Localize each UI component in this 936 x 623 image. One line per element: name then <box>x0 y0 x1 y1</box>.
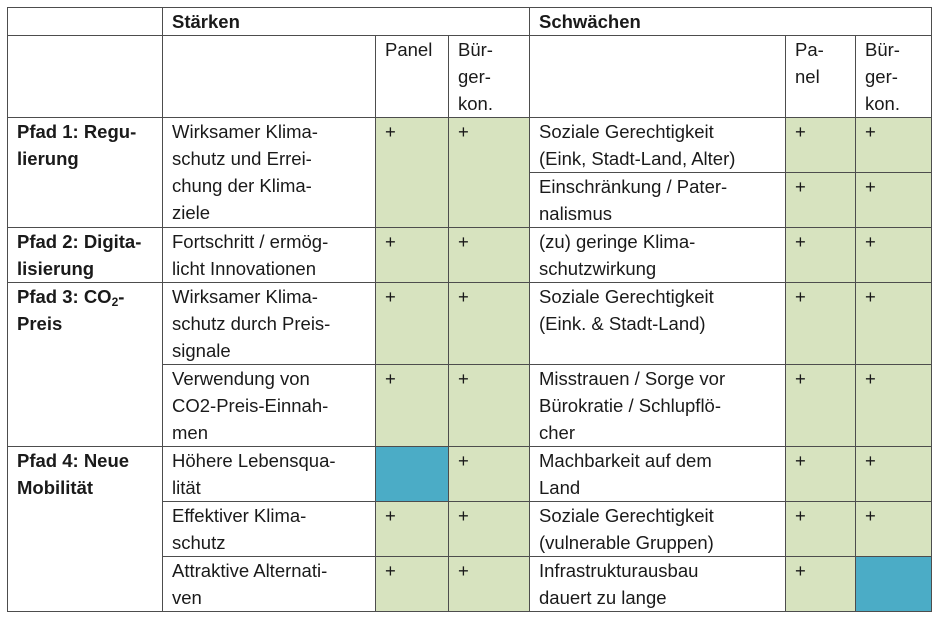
path-1-strength-1: Wirksamer Klima- schutz und Errei- chung der Klima- ziele <box>163 118 376 228</box>
path-1-label: Pfad 1: Regu- lierung <box>8 118 163 228</box>
column-buergerkon-staerken: Bür- ger- kon. <box>449 36 530 118</box>
path-3-weakness-1-buerger: + <box>856 283 932 365</box>
path-2-strength-1-buerger: + <box>449 228 530 283</box>
path-2-strength-1: Fortschritt / ermög- licht Innovationen <box>163 228 376 283</box>
path-4-strength-1: Höhere Lebensqua- lität <box>163 447 376 502</box>
path-1-strength-1-panel: + <box>376 118 449 228</box>
column-panel-schwaechen: Pa- nel <box>786 36 856 118</box>
path-1-weakness-2: Einschränkung / Pater- nalismus <box>530 173 786 228</box>
path-3-label-a: Pfad 3: CO <box>17 286 112 307</box>
path-4-strength-2: Effektiver Klima- schutz <box>163 502 376 557</box>
path-4-weakness-2-buerger: + <box>856 502 932 557</box>
path-4-strength-3-buerger: + <box>449 557 530 612</box>
path-4-strength-2-buerger: + <box>449 502 530 557</box>
path-3-weakness-1-panel: + <box>786 283 856 365</box>
path-4-strength-2-panel: + <box>376 502 449 557</box>
path-3-strength-2: Verwendung von CO2-Preis-Einnah- men <box>163 365 376 447</box>
path-4-strength-3: Attraktive Alternati- ven <box>163 557 376 612</box>
subheader-staerken-text-empty <box>163 36 376 118</box>
path-4-weakness-2: Soziale Gerechtigkeit (vulnerable Gruppen) <box>530 502 786 557</box>
path-4-weakness-1-buerger: + <box>856 447 932 502</box>
path-3-weakness-1: Soziale Gerechtigkeit (Eink. & Stadt-Land) <box>530 283 786 365</box>
subheader-schwaechen-text-empty <box>530 36 786 118</box>
path-1-weakness-1-panel: + <box>786 118 856 173</box>
path-4-weakness-3-buerger-blue <box>856 557 932 612</box>
path-1-weakness-2-buerger: + <box>856 173 932 228</box>
path-2-weakness-1-panel: + <box>786 228 856 283</box>
column-panel-staerken: Panel <box>376 36 449 118</box>
column-buergerkon-schwaechen: Bür- ger- kon. <box>856 36 932 118</box>
path-3-label <box>8 283 163 447</box>
path-1-weakness-1-buerger: + <box>856 118 932 173</box>
path-4-label: Pfad 4: Neue Mobilität <box>8 447 163 612</box>
path-2-strength-1-panel: + <box>376 228 449 283</box>
path-1-weakness-1: Soziale Gerechtigkeit (Eink, Stadt-Land, Alter) <box>530 118 786 173</box>
path-4-weakness-3: Infrastrukturausbau dauert zu lange <box>530 557 786 612</box>
path-3-label-b: - Preis <box>17 286 125 334</box>
subheader-empty-cell <box>8 36 163 118</box>
path-4-weakness-2-panel: + <box>786 502 856 557</box>
path-3-strength-1: Wirksamer Klima- schutz durch Preis- signale <box>163 283 376 365</box>
header-empty-cell <box>8 8 163 36</box>
path-3-weakness-2-buerger: + <box>856 365 932 447</box>
path-4-weakness-3-panel: + <box>786 557 856 612</box>
path-4-weakness-1-panel: + <box>786 447 856 502</box>
header-schwaechen: Schwächen <box>530 8 932 36</box>
path-3-strength-2-buerger: + <box>449 365 530 447</box>
header-staerken: Stärken <box>163 8 530 36</box>
path-4-strength-1-panel-blue <box>376 447 449 502</box>
path-2-weakness-1: (zu) geringe Klima- schutzwirkung <box>530 228 786 283</box>
path-3-weakness-2-panel: + <box>786 365 856 447</box>
path-2-weakness-1-buerger: + <box>856 228 932 283</box>
path-3-strength-1-panel: + <box>376 283 449 365</box>
path-1-weakness-2-panel: + <box>786 173 856 228</box>
comparison-table <box>7 7 932 612</box>
path-4-strength-3-panel: + <box>376 557 449 612</box>
path-3-label-subscript: 2 <box>111 295 119 309</box>
path-3-weakness-2: Misstrauen / Sorge vor Bürokratie / Schlupflö- cher <box>530 365 786 447</box>
path-4-strength-1-buerger: + <box>449 447 530 502</box>
path-4-weakness-1: Machbarkeit auf dem Land <box>530 447 786 502</box>
path-3-strength-2-panel: + <box>376 365 449 447</box>
path-2-label: Pfad 2: Digita- lisierung <box>8 228 163 283</box>
path-1-strength-1-buerger: + <box>449 118 530 228</box>
path-3-strength-1-buerger: + <box>449 283 530 365</box>
